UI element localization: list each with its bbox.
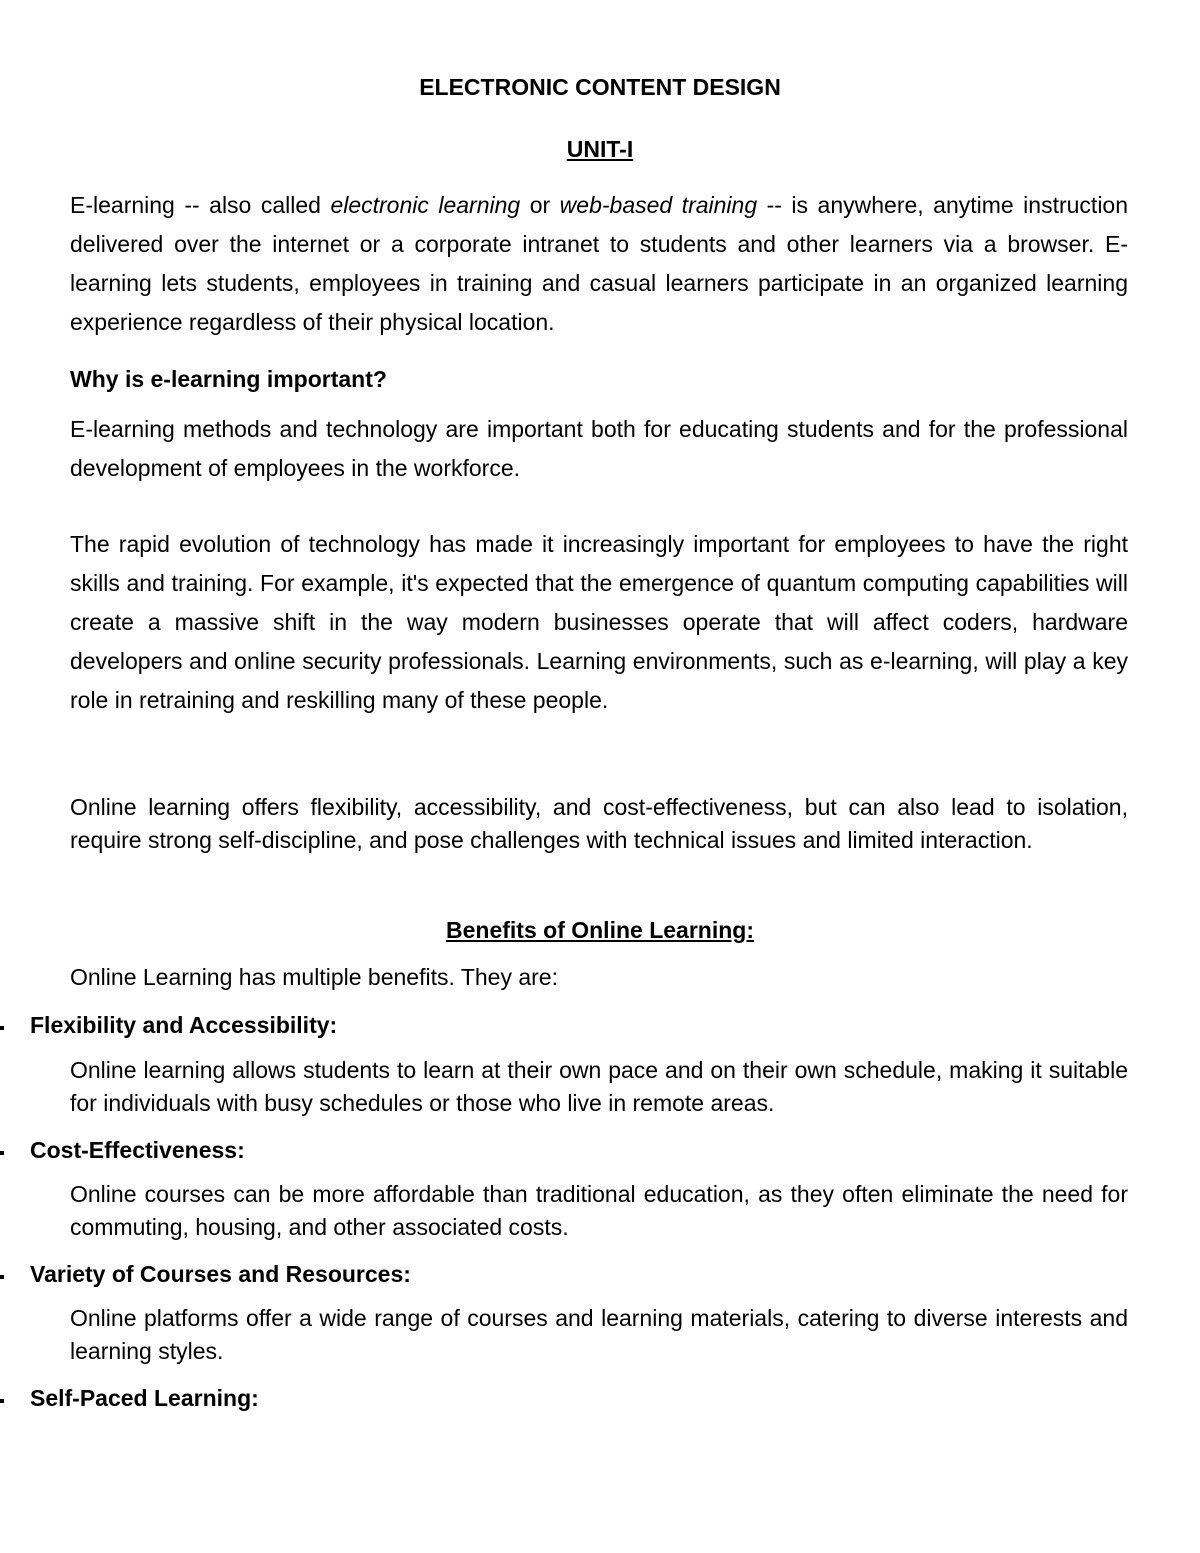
- online-learning-paragraph: Online learning offers flexibility, accessibility, and cost-effectiveness, but can also lead to isolation, require strong self-discipline, and pose challenges with technical issues and limited interaction.: [70, 794, 1128, 853]
- intro-text-2: or: [520, 192, 560, 218]
- benefits-intro: Online Learning has multiple benefits. They are:: [70, 964, 558, 990]
- intro-italic-2: web-based training: [559, 192, 758, 218]
- benefit-title-variety: Variety of Courses and Resources:: [30, 1261, 411, 1288]
- unit-heading: UNIT-I: [566, 136, 634, 162]
- bullet-icon: [0, 1151, 4, 1155]
- document-title: ELECTRONIC CONTENT DESIGN: [419, 74, 781, 100]
- intro-text-3: -- is anywhere, anytime instruction delivered over the internet or a corporate intranet to students and other learners via a browser. E-learning lets students, employees in training and casual learners participate in an organized learning experience regardless of their physical location.: [70, 192, 1129, 335]
- bullet-icon: [0, 1026, 4, 1030]
- benefit-text-variety: Online platforms offer a wide range of courses and learning materials, catering to diverse interests and learning styles.: [70, 1305, 1128, 1364]
- benefit-text-flexibility: Online learning allows students to learn at their own pace and on their own schedule, making it suitable for individuals with busy schedules or those who live in remote areas.: [70, 1057, 1128, 1116]
- benefit-title-self-paced: Self-Paced Learning:: [30, 1385, 259, 1412]
- why-paragraph: E-learning methods and technology are important both for educating students and for the professional development of employees in the workforce.: [70, 416, 1128, 481]
- intro-text-1: E-learning -- also called: [70, 192, 331, 218]
- intro-italic-1: electronic learning: [330, 192, 521, 218]
- benefit-title-flexibility: Flexibility and Accessibility:: [30, 1012, 337, 1039]
- why-heading: Why is e-learning important?: [70, 366, 387, 392]
- bullet-icon: [0, 1275, 4, 1279]
- benefit-title-cost: Cost-Effectiveness:: [30, 1137, 245, 1164]
- rapid-evolution-paragraph: The rapid evolution of technology has made it increasingly important for employees to have the right skills and training. For example, it's expected that the emergence of quantum computing capabilities will create a massive shift in the way modern businesses operate that will affect coders, hardware developers and online security professionals. Learning environments, such as e-learning, will play a key role in retraining and reskilling many of these people.: [70, 531, 1128, 713]
- benefits-heading: Benefits of Online Learning:: [446, 917, 754, 943]
- benefit-text-cost: Online courses can be more affordable than traditional education, as they often eliminate the need for commuting, housing, and other associated costs.: [70, 1181, 1128, 1240]
- bullet-icon: [0, 1399, 4, 1403]
- intro-paragraph: [70, 186, 1128, 342]
